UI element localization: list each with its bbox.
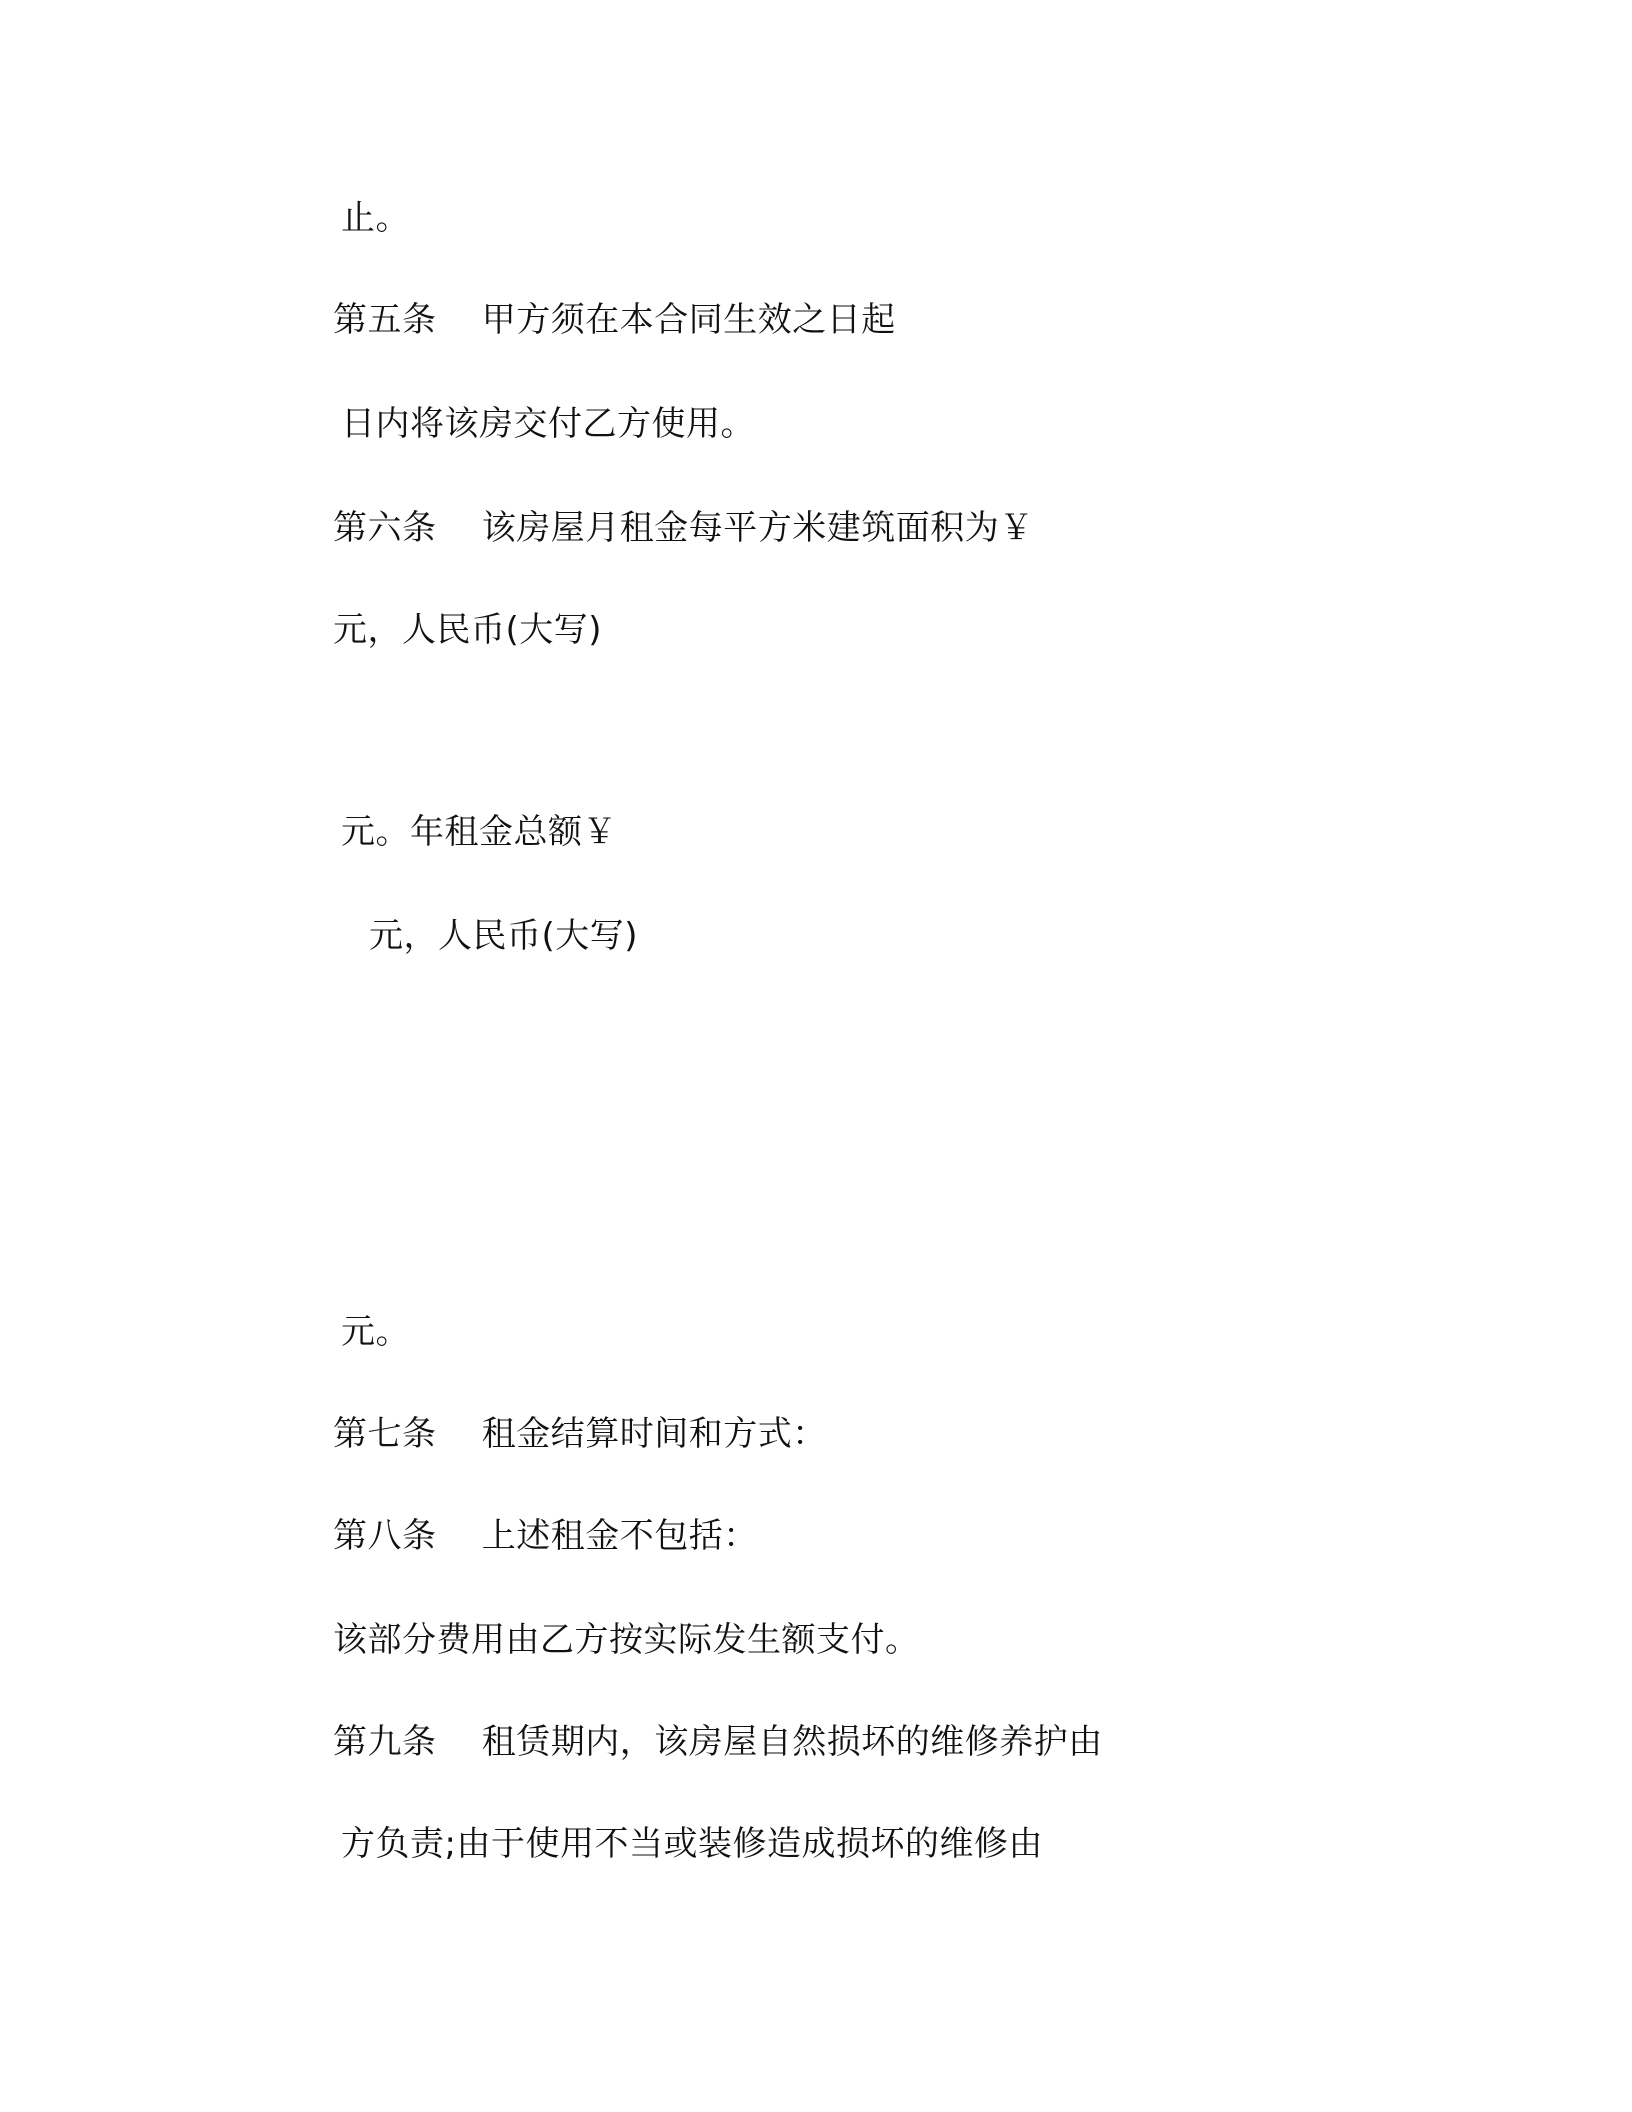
text-line-1: 止。 (341, 198, 410, 238)
article-6-line: 第六条 该房屋月租金每平方米建筑面积为￥ (333, 508, 1034, 548)
text-line-7: 元，人民币(大写) (369, 916, 639, 956)
text-line-6: 元。年租金总额￥ (341, 812, 617, 852)
article-7-line: 第七条 租金结算时间和方式： (333, 1414, 827, 1454)
article-9-line: 第九条 租赁期内，该房屋自然损坏的维修养护由 (333, 1722, 1103, 1762)
text-line-11: 该部分费用由乙方按实际发生额支付。 (333, 1620, 920, 1660)
text-line-3: 日内将该房交付乙方使用。 (341, 404, 755, 444)
article-8-line: 第八条 上述租金不包括： (333, 1516, 758, 1556)
text-line-8: 元。 (341, 1312, 410, 1352)
article-5-line: 第五条 甲方须在本合同生效之日起 (333, 300, 896, 340)
text-line-5: 元，人民币(大写) (333, 610, 603, 650)
text-line-13: 方负责;由于使用不当或装修造成损坏的维修由 (341, 1824, 1043, 1864)
